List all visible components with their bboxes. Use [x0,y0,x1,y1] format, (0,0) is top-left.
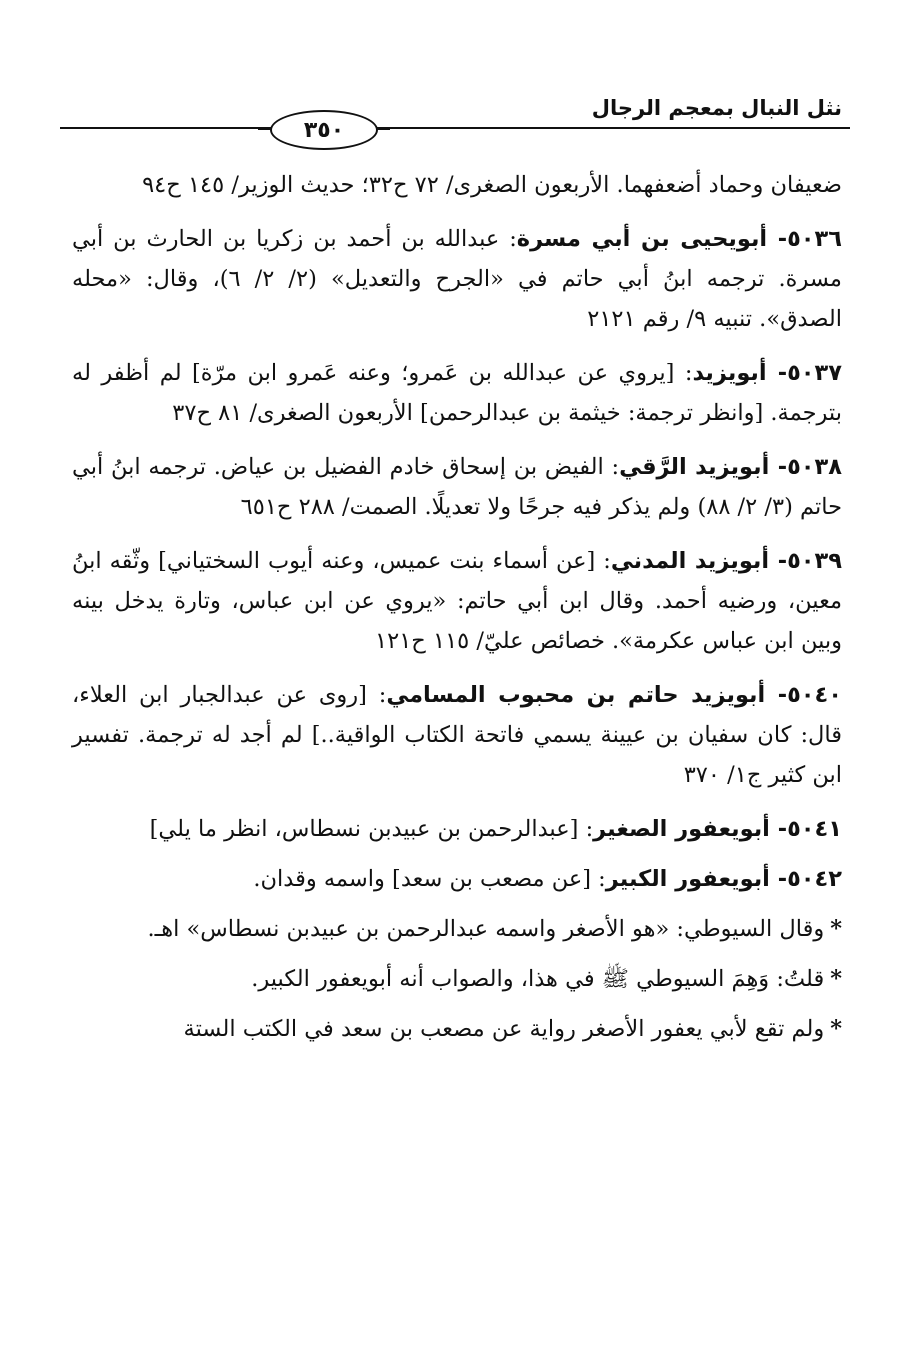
note-paragraph [72,909,842,949]
entry-number: ٥٠٣٩- [769,548,843,574]
asterisk-marker: * [830,916,842,942]
entry-5036 [72,219,842,339]
entry-number: ٥٠٤١- [769,816,842,842]
entry-name: أبويزيد المدني [610,548,770,574]
note-paragraph [72,959,842,999]
running-title: نثل النبال بمعجم الرجال [591,96,842,120]
entry-name: أبويزيد الرَّقي [619,454,770,480]
entry-text: : [يروي عن عبدالله بن عَمرو؛ وعنه عَمرو ابن مرّة] لم أظفر له بترجمة. [وانظر ترجمة: خيثمة بن عبدالرحمن] الأربعون الصغرى/ ٨١ ح٣٧ [72,360,842,426]
header-rule [60,127,850,129]
entry-number: ٥٠٣٦- [767,226,842,252]
entry-5038 [72,447,842,527]
entry-name: أبويحيى بن أبي مسرة [516,226,768,252]
entry-name: أبويعفور الصغير [593,816,770,842]
entry-number: ٥٠٣٨- [769,454,842,480]
entry-name: أبويزيد [692,360,767,386]
entry-5037 [72,353,842,433]
note-text: ولم تقع لأبي يعفور الأصغر رواية عن مصعب بن سعد في الكتب الستة [183,1016,825,1042]
entry-number: ٥٠٤٠- [765,682,842,708]
entry-5042 [72,859,842,899]
note-text: قلتُ: وَهِمَ السيوطي ﷺ في هذا، والصواب أنه أبويعفور الكبير. [251,966,825,992]
entry-5041 [72,809,842,849]
note-paragraph [72,1009,842,1049]
entry-text: : [روى عن عبدالجبار ابن العلاء، قال: كان سفيان بن عيينة يسمي فاتحة الكتاب الواقية..] لم أجد له ترجمة. تفسير ابن كثير ج١/ ٣٧٠ [72,682,842,788]
page-header [60,90,850,150]
entry-name: أبويزيد حاتم بن محبوب المسامي [386,682,766,708]
paragraph-continuation [72,165,842,205]
entry-text: : الفيض بن إسحاق خادم الفضيل بن عياض. ترجمه ابنُ أبي حاتم (٣/ ٢/ ٨٨) ولم يذكر فيه جرحًا ولا تعديلًا. الصمت/ ٢٨٨ ح٦٥١ [72,454,842,520]
page-number: ٣٥٠ [270,110,378,150]
page-body [72,165,842,1059]
entry-number: ٥٠٤٢- [769,866,842,892]
entry-text: : [عن مصعب بن سعد] واسمه وقدان. [253,866,606,892]
entry-text: : [عبدالرحمن بن عبيدبن نسطاس، انظر ما يلي] [149,816,594,842]
entry-name: أبويعفور الكبير [605,866,770,892]
entry-number: ٥٠٣٧- [766,360,843,386]
entry-5039 [72,541,842,661]
paragraph-text: ضعيفان وحماد أضعفهما. الأربعون الصغرى/ ٧٢ ح٣٢؛ حديث الوزير/ ١٤٥ ح٩٤ [142,172,842,198]
entry-text: : [عن أسماء بنت عميس، وعنه أيوب السختياني] وثّقه ابنُ معين، ورضيه أحمد. وقال ابن أبي حاتم: «يروي عن ابن عباس، وتارة يدخل بينه وبين ابن عباس عكرمة». خصائص عليّ/ ١١٥ ح١٢١ [72,548,842,654]
note-text: وقال السيوطي: «هو الأصغر واسمه عبدالرحمن بن عبيدبن نسطاس» اهـ. [147,916,825,942]
asterisk-marker: * [830,1016,842,1042]
asterisk-marker: * [830,966,842,992]
entry-5040 [72,675,842,795]
entry-text: : عبدالله بن أحمد بن زكريا بن الحارث بن أبي مسرة. ترجمه ابنُ أبي حاتم في «الجرح والتعديل» (٢/ ٢/ ٦)، وقال: «محله الصدق». تنبيه ٩/ رقم ٢١٢١ [72,226,842,332]
